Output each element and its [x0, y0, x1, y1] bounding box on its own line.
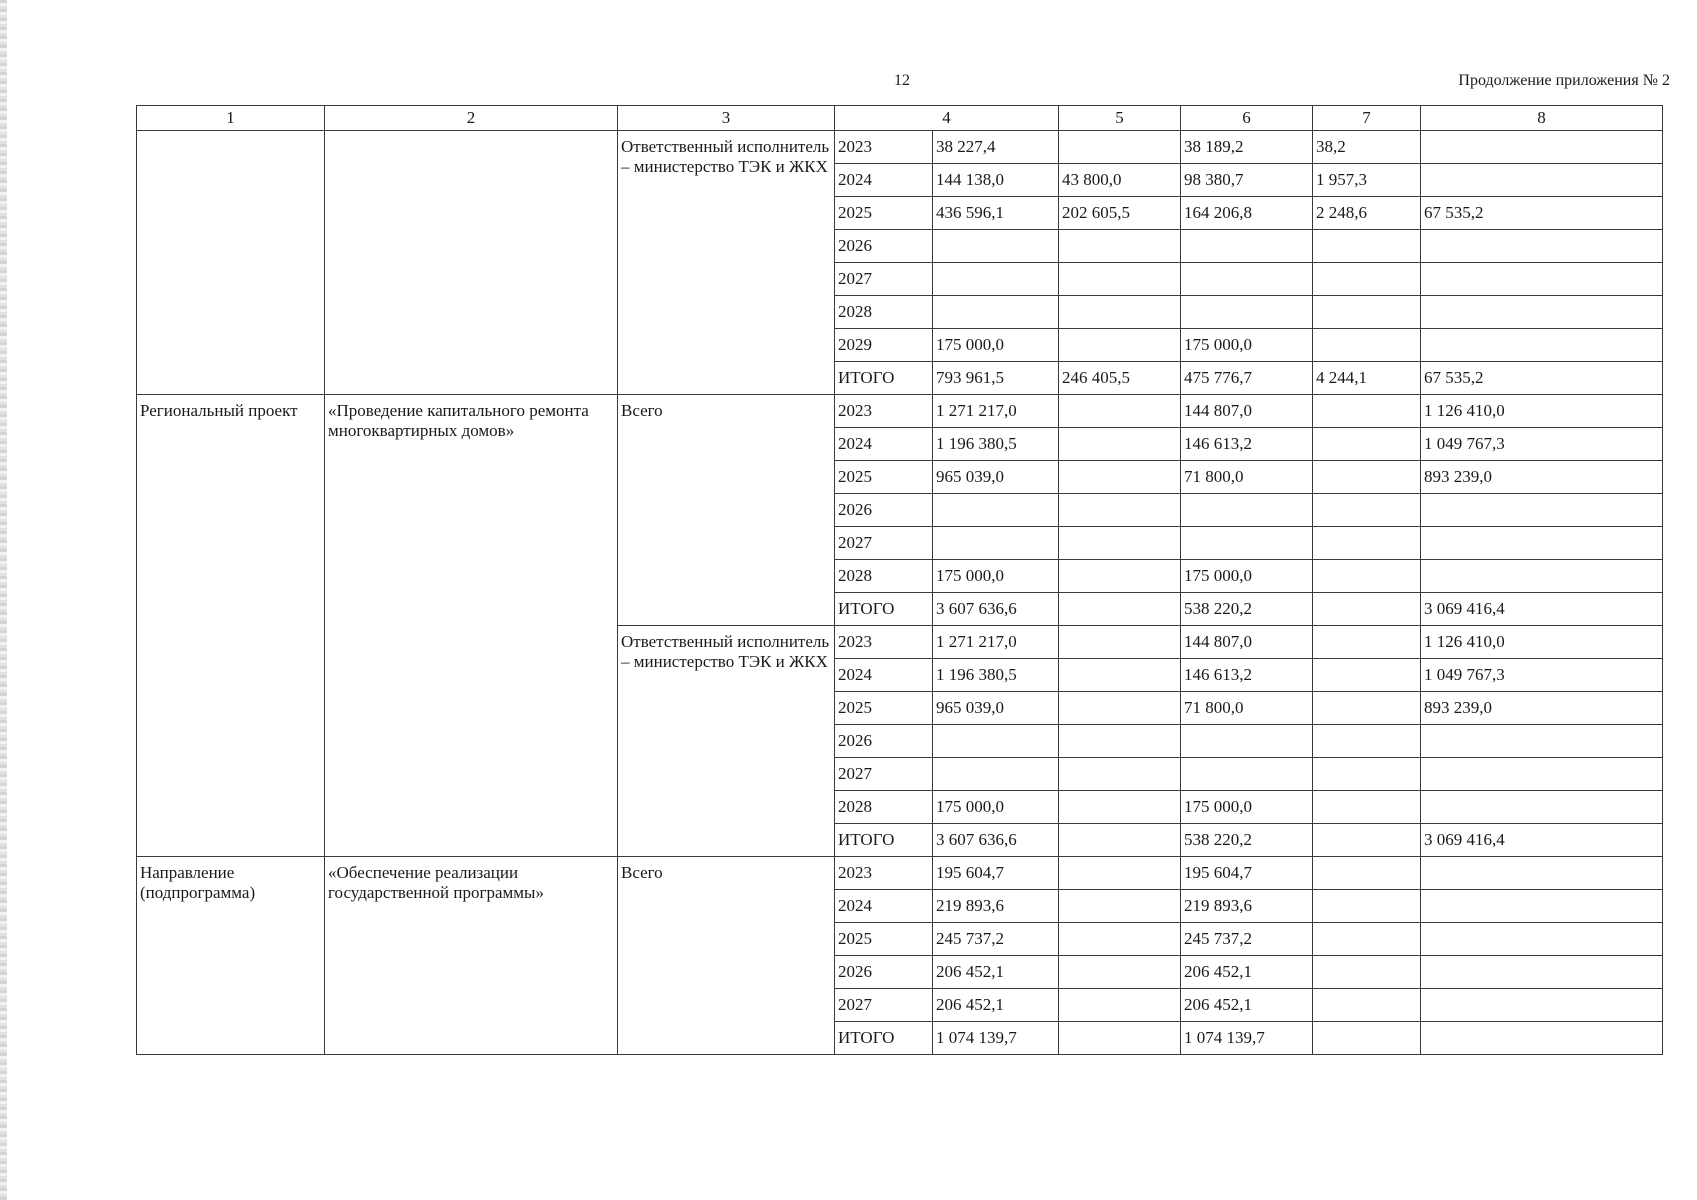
amount-cell	[1059, 1022, 1181, 1055]
header-row	[137, 106, 1663, 131]
amount-cell	[1181, 494, 1313, 527]
header-cell-1: 1	[137, 106, 325, 131]
amount-cell	[1313, 593, 1421, 626]
amount-cell: 893 239,0	[1421, 692, 1663, 725]
amount-cell: 436 596,1	[933, 197, 1059, 230]
year-cell: 2024	[835, 659, 933, 692]
table-row	[137, 131, 1663, 164]
amount-cell: 1 074 139,7	[933, 1022, 1059, 1055]
amount-cell: 175 000,0	[1181, 560, 1313, 593]
executor-cell: Всего	[618, 857, 835, 1055]
amount-cell: 1 049 767,3	[1421, 428, 1663, 461]
amount-cell	[1421, 857, 1663, 890]
appendix-note: Продолжение приложения № 2	[1458, 72, 1670, 89]
amount-cell: 246 405,5	[1059, 362, 1181, 395]
amount-cell	[1421, 791, 1663, 824]
amount-cell: 1 196 380,5	[933, 659, 1059, 692]
row-type-cell	[137, 131, 325, 395]
amount-cell	[933, 758, 1059, 791]
amount-cell: 538 220,2	[1181, 593, 1313, 626]
amount-cell	[1181, 263, 1313, 296]
amount-cell: 43 800,0	[1059, 164, 1181, 197]
amount-cell: 175 000,0	[933, 329, 1059, 362]
amount-cell: 98 380,7	[1181, 164, 1313, 197]
amount-cell	[1313, 263, 1421, 296]
amount-cell	[933, 494, 1059, 527]
amount-cell	[1313, 890, 1421, 923]
amount-cell: 175 000,0	[933, 560, 1059, 593]
amount-cell: 965 039,0	[933, 692, 1059, 725]
year-cell: ИТОГО	[835, 362, 933, 395]
amount-cell: 146 613,2	[1181, 659, 1313, 692]
amount-cell	[933, 527, 1059, 560]
amount-cell: 1 271 217,0	[933, 395, 1059, 428]
amount-cell: 893 239,0	[1421, 461, 1663, 494]
row-type-cell: Региональный проект	[137, 395, 325, 857]
amount-cell: 538 220,2	[1181, 824, 1313, 857]
amount-cell: 144 807,0	[1181, 626, 1313, 659]
amount-cell: 195 604,7	[933, 857, 1059, 890]
amount-cell	[1313, 1022, 1421, 1055]
year-cell: 2026	[835, 494, 933, 527]
header-cell-8: 8	[1421, 106, 1663, 131]
year-cell: 2025	[835, 923, 933, 956]
year-cell: 2027	[835, 527, 933, 560]
amount-cell	[1059, 659, 1181, 692]
amount-cell	[1059, 923, 1181, 956]
amount-cell: 965 039,0	[933, 461, 1059, 494]
amount-cell	[1313, 494, 1421, 527]
amount-cell: 1 126 410,0	[1421, 626, 1663, 659]
amount-cell	[1421, 527, 1663, 560]
year-cell: 2027	[835, 263, 933, 296]
amount-cell	[1059, 494, 1181, 527]
amount-cell: 219 893,6	[933, 890, 1059, 923]
amount-cell	[1059, 824, 1181, 857]
amount-cell	[1059, 560, 1181, 593]
amount-cell	[1421, 560, 1663, 593]
amount-cell	[1181, 230, 1313, 263]
amount-cell: 38 189,2	[1181, 131, 1313, 164]
row-type-cell: Направление (подпрограмма)	[137, 857, 325, 1055]
year-cell: 2023	[835, 857, 933, 890]
year-cell: 2026	[835, 956, 933, 989]
amount-cell: 1 271 217,0	[933, 626, 1059, 659]
executor-cell: Ответственный исполнитель – министерство ТЭК и ЖКХ	[618, 131, 835, 395]
amount-cell: 144 138,0	[933, 164, 1059, 197]
amount-cell	[1059, 461, 1181, 494]
amount-cell	[1313, 692, 1421, 725]
amount-cell: 67 535,2	[1421, 197, 1663, 230]
year-cell: 2027	[835, 758, 933, 791]
year-cell: 2023	[835, 626, 933, 659]
amount-cell	[1421, 758, 1663, 791]
amount-cell: 175 000,0	[1181, 791, 1313, 824]
amount-cell	[1059, 857, 1181, 890]
amount-cell	[1421, 263, 1663, 296]
header-cell-5: 5	[1059, 106, 1181, 131]
amount-cell	[1313, 758, 1421, 791]
header-cell-6: 6	[1181, 106, 1313, 131]
amount-cell	[933, 263, 1059, 296]
amount-cell	[1421, 890, 1663, 923]
amount-cell: 67 535,2	[1421, 362, 1663, 395]
amount-cell: 2 248,6	[1313, 197, 1421, 230]
amount-cell	[1059, 593, 1181, 626]
amount-cell	[1059, 989, 1181, 1022]
amount-cell: 1 074 139,7	[1181, 1022, 1313, 1055]
amount-cell	[1059, 395, 1181, 428]
amount-cell	[1421, 725, 1663, 758]
amount-cell	[1313, 956, 1421, 989]
amount-cell: 38 227,4	[933, 131, 1059, 164]
amount-cell	[1313, 857, 1421, 890]
amount-cell	[1059, 725, 1181, 758]
amount-cell: 1 049 767,3	[1421, 659, 1663, 692]
amount-cell: 1 196 380,5	[933, 428, 1059, 461]
amount-cell: 164 206,8	[1181, 197, 1313, 230]
year-cell: 2025	[835, 692, 933, 725]
amount-cell	[1421, 956, 1663, 989]
amount-cell: 3 607 636,6	[933, 593, 1059, 626]
amount-cell: 1 957,3	[1313, 164, 1421, 197]
amount-cell	[1181, 527, 1313, 560]
year-cell: 2028	[835, 296, 933, 329]
year-cell: 2029	[835, 329, 933, 362]
amount-cell	[1313, 725, 1421, 758]
row-name-cell: «Обеспечение реализации государственной программы»	[325, 857, 618, 1055]
amount-cell	[1181, 725, 1313, 758]
year-cell: ИТОГО	[835, 593, 933, 626]
amount-cell: 1 126 410,0	[1421, 395, 1663, 428]
year-cell: 2023	[835, 131, 933, 164]
amount-cell	[1313, 659, 1421, 692]
amount-cell	[1313, 791, 1421, 824]
amount-cell	[1313, 296, 1421, 329]
year-cell: 2025	[835, 197, 933, 230]
amount-cell	[1421, 230, 1663, 263]
amount-cell	[1313, 428, 1421, 461]
amount-cell	[1059, 956, 1181, 989]
amount-cell: 175 000,0	[1181, 329, 1313, 362]
amount-cell	[1059, 758, 1181, 791]
row-name-cell	[325, 131, 618, 395]
amount-cell	[1421, 923, 1663, 956]
amount-cell: 206 452,1	[933, 989, 1059, 1022]
amount-cell: 3 069 416,4	[1421, 824, 1663, 857]
year-cell: ИТОГО	[835, 1022, 933, 1055]
amount-cell	[1313, 395, 1421, 428]
amount-cell	[1421, 494, 1663, 527]
amount-cell	[1059, 890, 1181, 923]
amount-cell	[1313, 626, 1421, 659]
executor-cell: Ответственный исполнитель – министерство ТЭК и ЖКХ	[618, 626, 835, 857]
amount-cell: 4 244,1	[1313, 362, 1421, 395]
amount-cell	[1059, 230, 1181, 263]
amount-cell: 71 800,0	[1181, 461, 1313, 494]
data-table	[136, 105, 1663, 1055]
amount-cell	[1313, 923, 1421, 956]
amount-cell: 38,2	[1313, 131, 1421, 164]
header-cell-3: 3	[618, 106, 835, 131]
amount-cell	[1313, 824, 1421, 857]
page-number: 12	[894, 72, 910, 89]
amount-cell	[1313, 989, 1421, 1022]
amount-cell	[1421, 989, 1663, 1022]
amount-cell: 245 737,2	[1181, 923, 1313, 956]
amount-cell: 202 605,5	[1059, 197, 1181, 230]
amount-cell: 793 961,5	[933, 362, 1059, 395]
year-cell: 2026	[835, 230, 933, 263]
amount-cell	[1181, 758, 1313, 791]
row-name-cell: «Проведение капитального ремонта многоквартирных домов»	[325, 395, 618, 857]
amount-cell	[1059, 131, 1181, 164]
amount-cell: 175 000,0	[933, 791, 1059, 824]
amount-cell: 3 607 636,6	[933, 824, 1059, 857]
amount-cell	[1181, 296, 1313, 329]
amount-cell: 475 776,7	[1181, 362, 1313, 395]
header-cell-2: 2	[325, 106, 618, 131]
amount-cell	[1421, 329, 1663, 362]
year-cell: 2028	[835, 560, 933, 593]
amount-cell	[1421, 164, 1663, 197]
amount-cell	[933, 230, 1059, 263]
year-cell: 2024	[835, 428, 933, 461]
amount-cell	[1059, 263, 1181, 296]
amount-cell: 144 807,0	[1181, 395, 1313, 428]
amount-cell: 3 069 416,4	[1421, 593, 1663, 626]
year-cell: 2026	[835, 725, 933, 758]
table-row	[137, 857, 1663, 890]
amount-cell: 71 800,0	[1181, 692, 1313, 725]
amount-cell	[1059, 692, 1181, 725]
amount-cell	[1421, 1022, 1663, 1055]
year-cell: ИТОГО	[835, 824, 933, 857]
amount-cell	[1421, 131, 1663, 164]
amount-cell: 195 604,7	[1181, 857, 1313, 890]
amount-cell	[1313, 329, 1421, 362]
scan-edge	[0, 0, 7, 1200]
amount-cell: 245 737,2	[933, 923, 1059, 956]
amount-cell	[1313, 527, 1421, 560]
amount-cell: 206 452,1	[1181, 956, 1313, 989]
amount-cell	[1059, 626, 1181, 659]
amount-cell	[1059, 296, 1181, 329]
amount-cell: 206 452,1	[1181, 989, 1313, 1022]
year-cell: 2024	[835, 164, 933, 197]
amount-cell	[1313, 560, 1421, 593]
year-cell: 2028	[835, 791, 933, 824]
amount-cell	[1421, 296, 1663, 329]
amount-cell	[1059, 791, 1181, 824]
year-cell: 2027	[835, 989, 933, 1022]
year-cell: 2024	[835, 890, 933, 923]
amount-cell: 219 893,6	[1181, 890, 1313, 923]
amount-cell: 146 613,2	[1181, 428, 1313, 461]
year-cell: 2025	[835, 461, 933, 494]
amount-cell: 206 452,1	[933, 956, 1059, 989]
amount-cell	[1313, 461, 1421, 494]
executor-cell: Всего	[618, 395, 835, 626]
amount-cell	[1059, 329, 1181, 362]
header-cell-7: 7	[1313, 106, 1421, 131]
year-cell: 2023	[835, 395, 933, 428]
amount-cell	[933, 725, 1059, 758]
amount-cell	[1313, 230, 1421, 263]
amount-cell	[1059, 428, 1181, 461]
table-row	[137, 395, 1663, 428]
header-cell-4: 4	[835, 106, 1059, 131]
amount-cell	[933, 296, 1059, 329]
amount-cell	[1059, 527, 1181, 560]
